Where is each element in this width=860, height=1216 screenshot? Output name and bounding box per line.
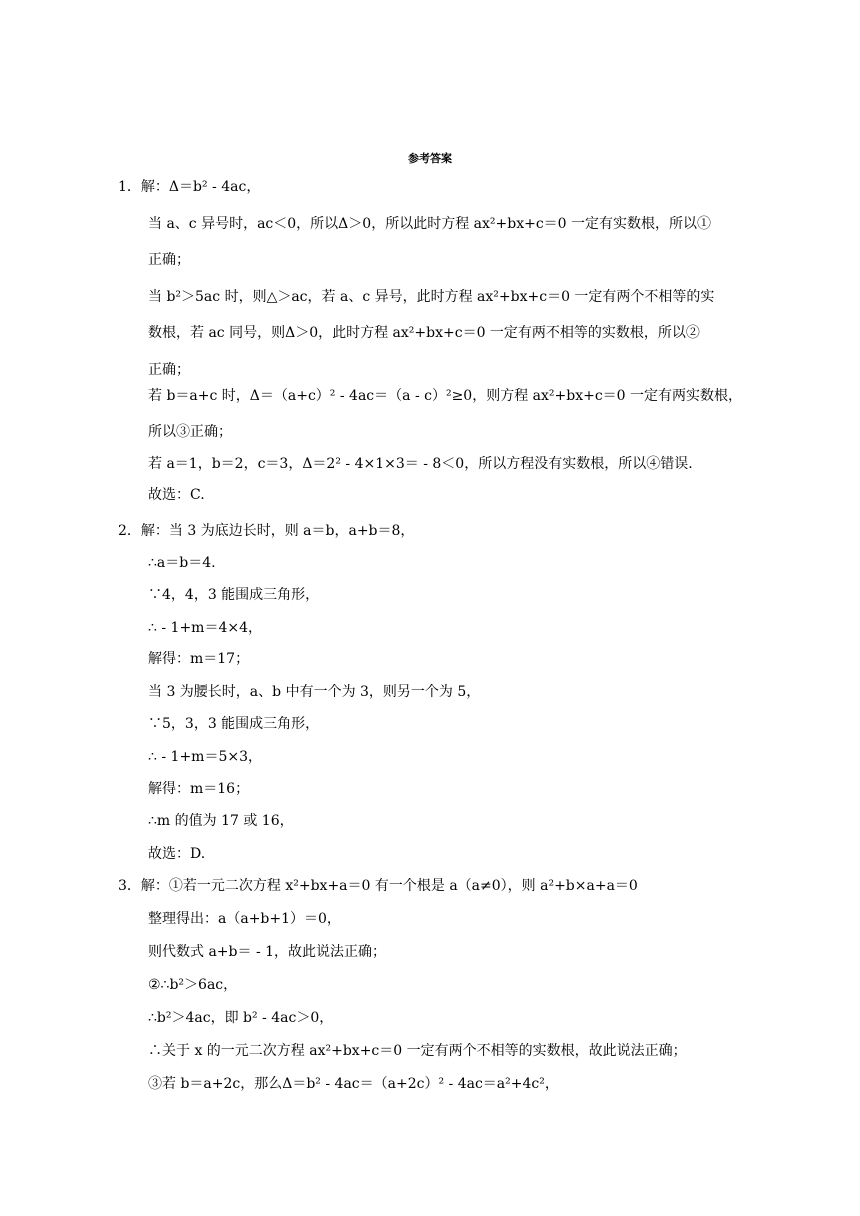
text-line: 若 a＝1，b＝2，c＝3，Δ＝2² - 4×1×3＝ - 8＜0，所以方程没有实数根，所以④错误.	[148, 456, 693, 472]
text-line: ③若 b＝a+2c，那么Δ＝b² - 4ac＝（a+2c）² - 4ac＝a²+4c²，	[148, 1076, 559, 1092]
text-line: ②∴b²＞6ac，	[148, 977, 238, 993]
text-line: 当 b²＞5ac 时，则△＞ac，若 a、c 异号，此时方程 ax²+bx+c＝0 一定有两个不相等的实	[148, 289, 715, 305]
text-line: ∵4，4，3 能围成三角形，	[148, 587, 320, 603]
text-line: ∴ - 1+m＝4×4，	[148, 620, 262, 636]
text-line: ∴m 的值为 17 或 16，	[148, 813, 294, 829]
text-line: 所以③正确；	[148, 424, 232, 440]
text-line: 正确；	[148, 362, 190, 378]
text-line: 当 3 为腰长时，a、b 中有一个为 3，则另一个为 5，	[148, 684, 481, 700]
text-line: 2．解：当 3 为底边长时，则 a＝b，a+b＝8，	[118, 523, 415, 539]
page-title: 参考答案	[408, 152, 452, 165]
text-line: 1．解：Δ＝b² - 4ac，	[118, 179, 261, 195]
text-line: ∵5，3，3 能围成三角形，	[148, 716, 320, 732]
text-line: 解得：m＝16；	[148, 781, 250, 797]
text-line: 当 a、c 异号时，ac＜0，所以Δ＞0，所以此时方程 ax²+bx+c＝0 一定有实数根，所以①	[148, 216, 712, 232]
text-line: 则代数式 a+b＝ - 1，故此说法正确；	[148, 944, 387, 960]
text-line: 故选：C.	[148, 487, 205, 503]
text-line: 正确；	[148, 252, 190, 268]
text-line: 故选：D.	[148, 846, 206, 862]
text-line: 数根，若 ac 同号，则Δ＞0，此时方程 ax²+bx+c＝0 一定有两不相等的实数根，所以②	[148, 325, 700, 341]
text-line: 3．解：①若一元二次方程 x²+bx+a＝0 有一个根是 a（a≠0），则 a²+b×a+a＝0	[118, 878, 638, 894]
text-line: ∴a＝b＝4.	[148, 555, 216, 571]
text-line: ∴关于 x 的一元二次方程 ax²+bx+c＝0 一定有两个不相等的实数根，故此说法正确；	[148, 1043, 687, 1059]
text-line: ∴b²＞4ac，即 b² - 4ac＞0，	[148, 1010, 334, 1026]
text-line: 整理得出：a（a+b+1）＝0，	[148, 911, 341, 927]
text-line: 若 b＝a+c 时，Δ＝（a+c）² - 4ac＝（a - c）²≥0，则方程 ax²+bx+c＝0 一定有两实数根，	[148, 388, 743, 404]
text-line: 解得：m＝17；	[148, 651, 250, 667]
text-line: ∴ - 1+m＝5×3，	[148, 749, 262, 765]
